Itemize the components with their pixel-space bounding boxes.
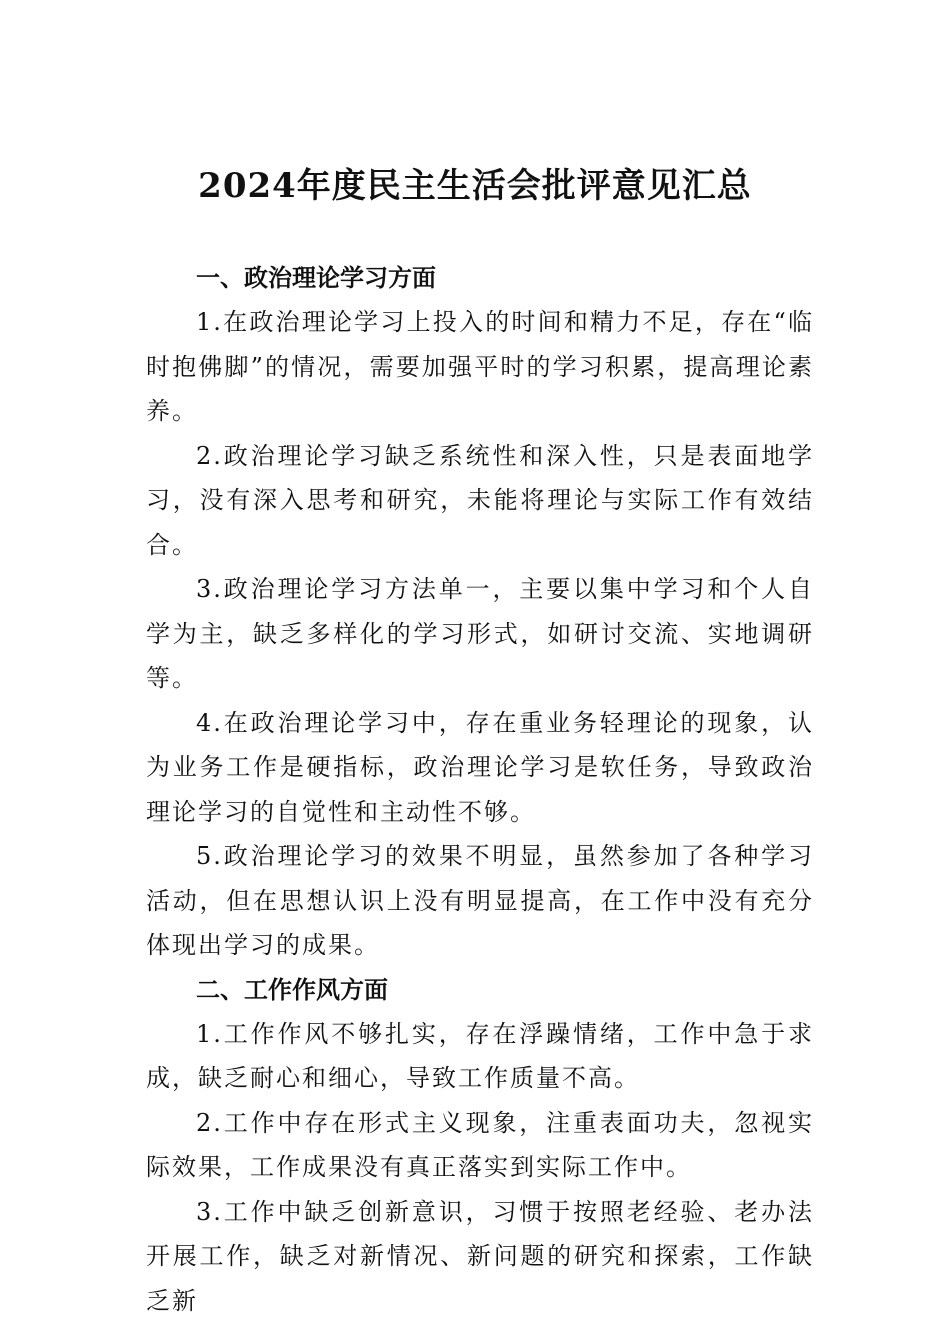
- critique-item: 1.工作作风不够扎实，存在浮躁情绪，工作中急于求成，缺乏耐心和细心，导致工作质量不高。: [146, 1019, 814, 1092]
- critique-item: 4.在政治理论学习中，存在重业务轻理论的现象，认为业务工作是硬指标，政治理论学习是软任务，导致政治理论学习的自觉性和主动性不够。: [146, 708, 814, 826]
- document-body: [146, 256, 814, 1323]
- critique-item: 3.工作中缺乏创新意识，习惯于按照老经验、老办法开展工作，缺乏对新情况、新问题的研究和探索，工作缺乏新: [146, 1197, 814, 1315]
- critique-item: 5.政治理论学习的效果不明显，虽然参加了各种学习活动，但在思想认识上没有明显提高，在工作中没有充分体现出学习的成果。: [146, 842, 814, 959]
- section-work-style: [146, 968, 814, 1324]
- section-heading: 一、政治理论学习方面: [196, 264, 436, 292]
- critique-item: 1.在政治理论学习上投入的时间和精力不足，存在“临时抱佛脚”的情况，需要加强平时的学习积累，提高理论素养。: [146, 308, 814, 425]
- critique-item: 2.工作中存在形式主义现象，注重表面功夫，忽视实际效果，工作成果没有真正落实到实际工作中。: [146, 1108, 814, 1181]
- section-heading: 二、工作作风方面: [196, 975, 388, 1004]
- document-title: 2024年度民主生活会批评意见汇总: [198, 166, 752, 206]
- critique-item: 2.政治理论学习缺乏系统性和深入性，只是表面地学习，没有深入思考和研究，未能将理论与实际工作有效结合。: [146, 441, 814, 559]
- section-political-theory: [146, 256, 814, 968]
- critique-item: 3.政治理论学习方法单一，主要以集中学习和个人自学为主，缺乏多样化的学习形式，如研讨交流、实地调研等。: [146, 575, 814, 692]
